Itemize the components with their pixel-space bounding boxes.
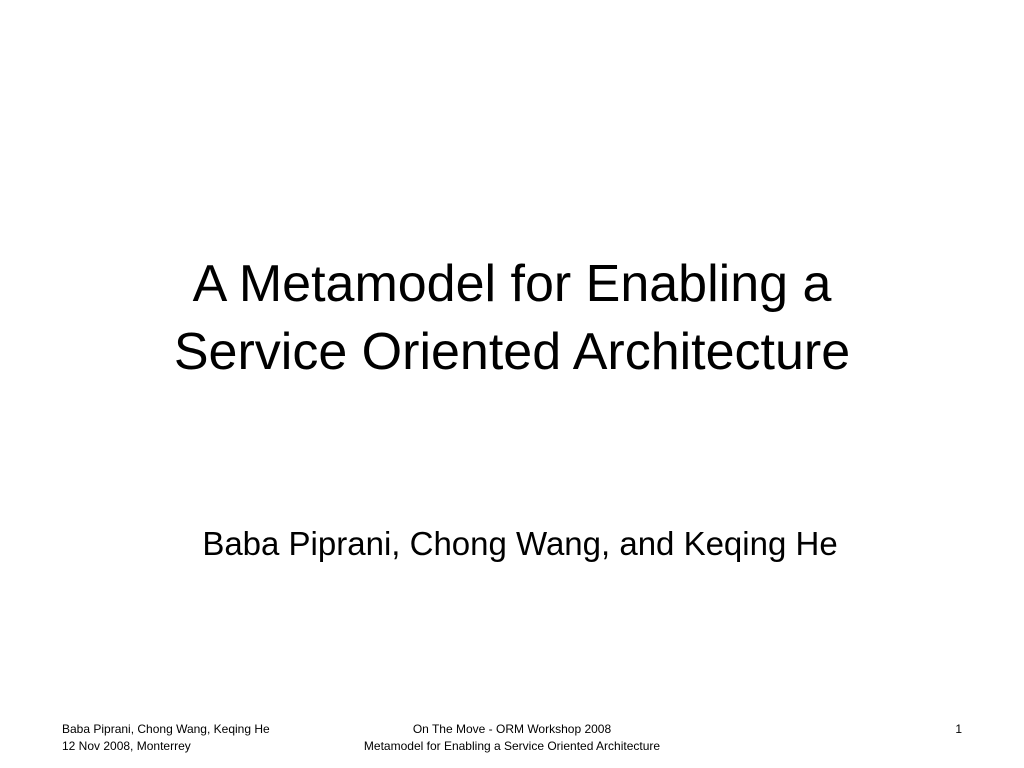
slide-title-line-1: A Metamodel for Enabling a — [192, 255, 832, 313]
footer-presentation-title: Metamodel for Enabling a Service Oriented Architecture — [363, 739, 661, 753]
footer-authors: Baba Piprani, Chong Wang, Keqing He — [62, 722, 270, 736]
footer-event: On The Move - ORM Workshop 2008 — [412, 722, 612, 736]
footer-left — [62, 721, 270, 755]
slide-subtitle-authors: Baba Piprani, Chong Wang, and Keqing He — [202, 525, 838, 562]
footer-page-number — [940, 721, 962, 738]
page-number: 1 — [955, 722, 962, 736]
footer-date-location: 12 Nov 2008, Monterrey — [62, 739, 191, 753]
footer-center — [312, 721, 712, 755]
slide-title — [0, 250, 1024, 386]
slide-title-line-2: Service Oriented Architecture — [173, 323, 851, 381]
